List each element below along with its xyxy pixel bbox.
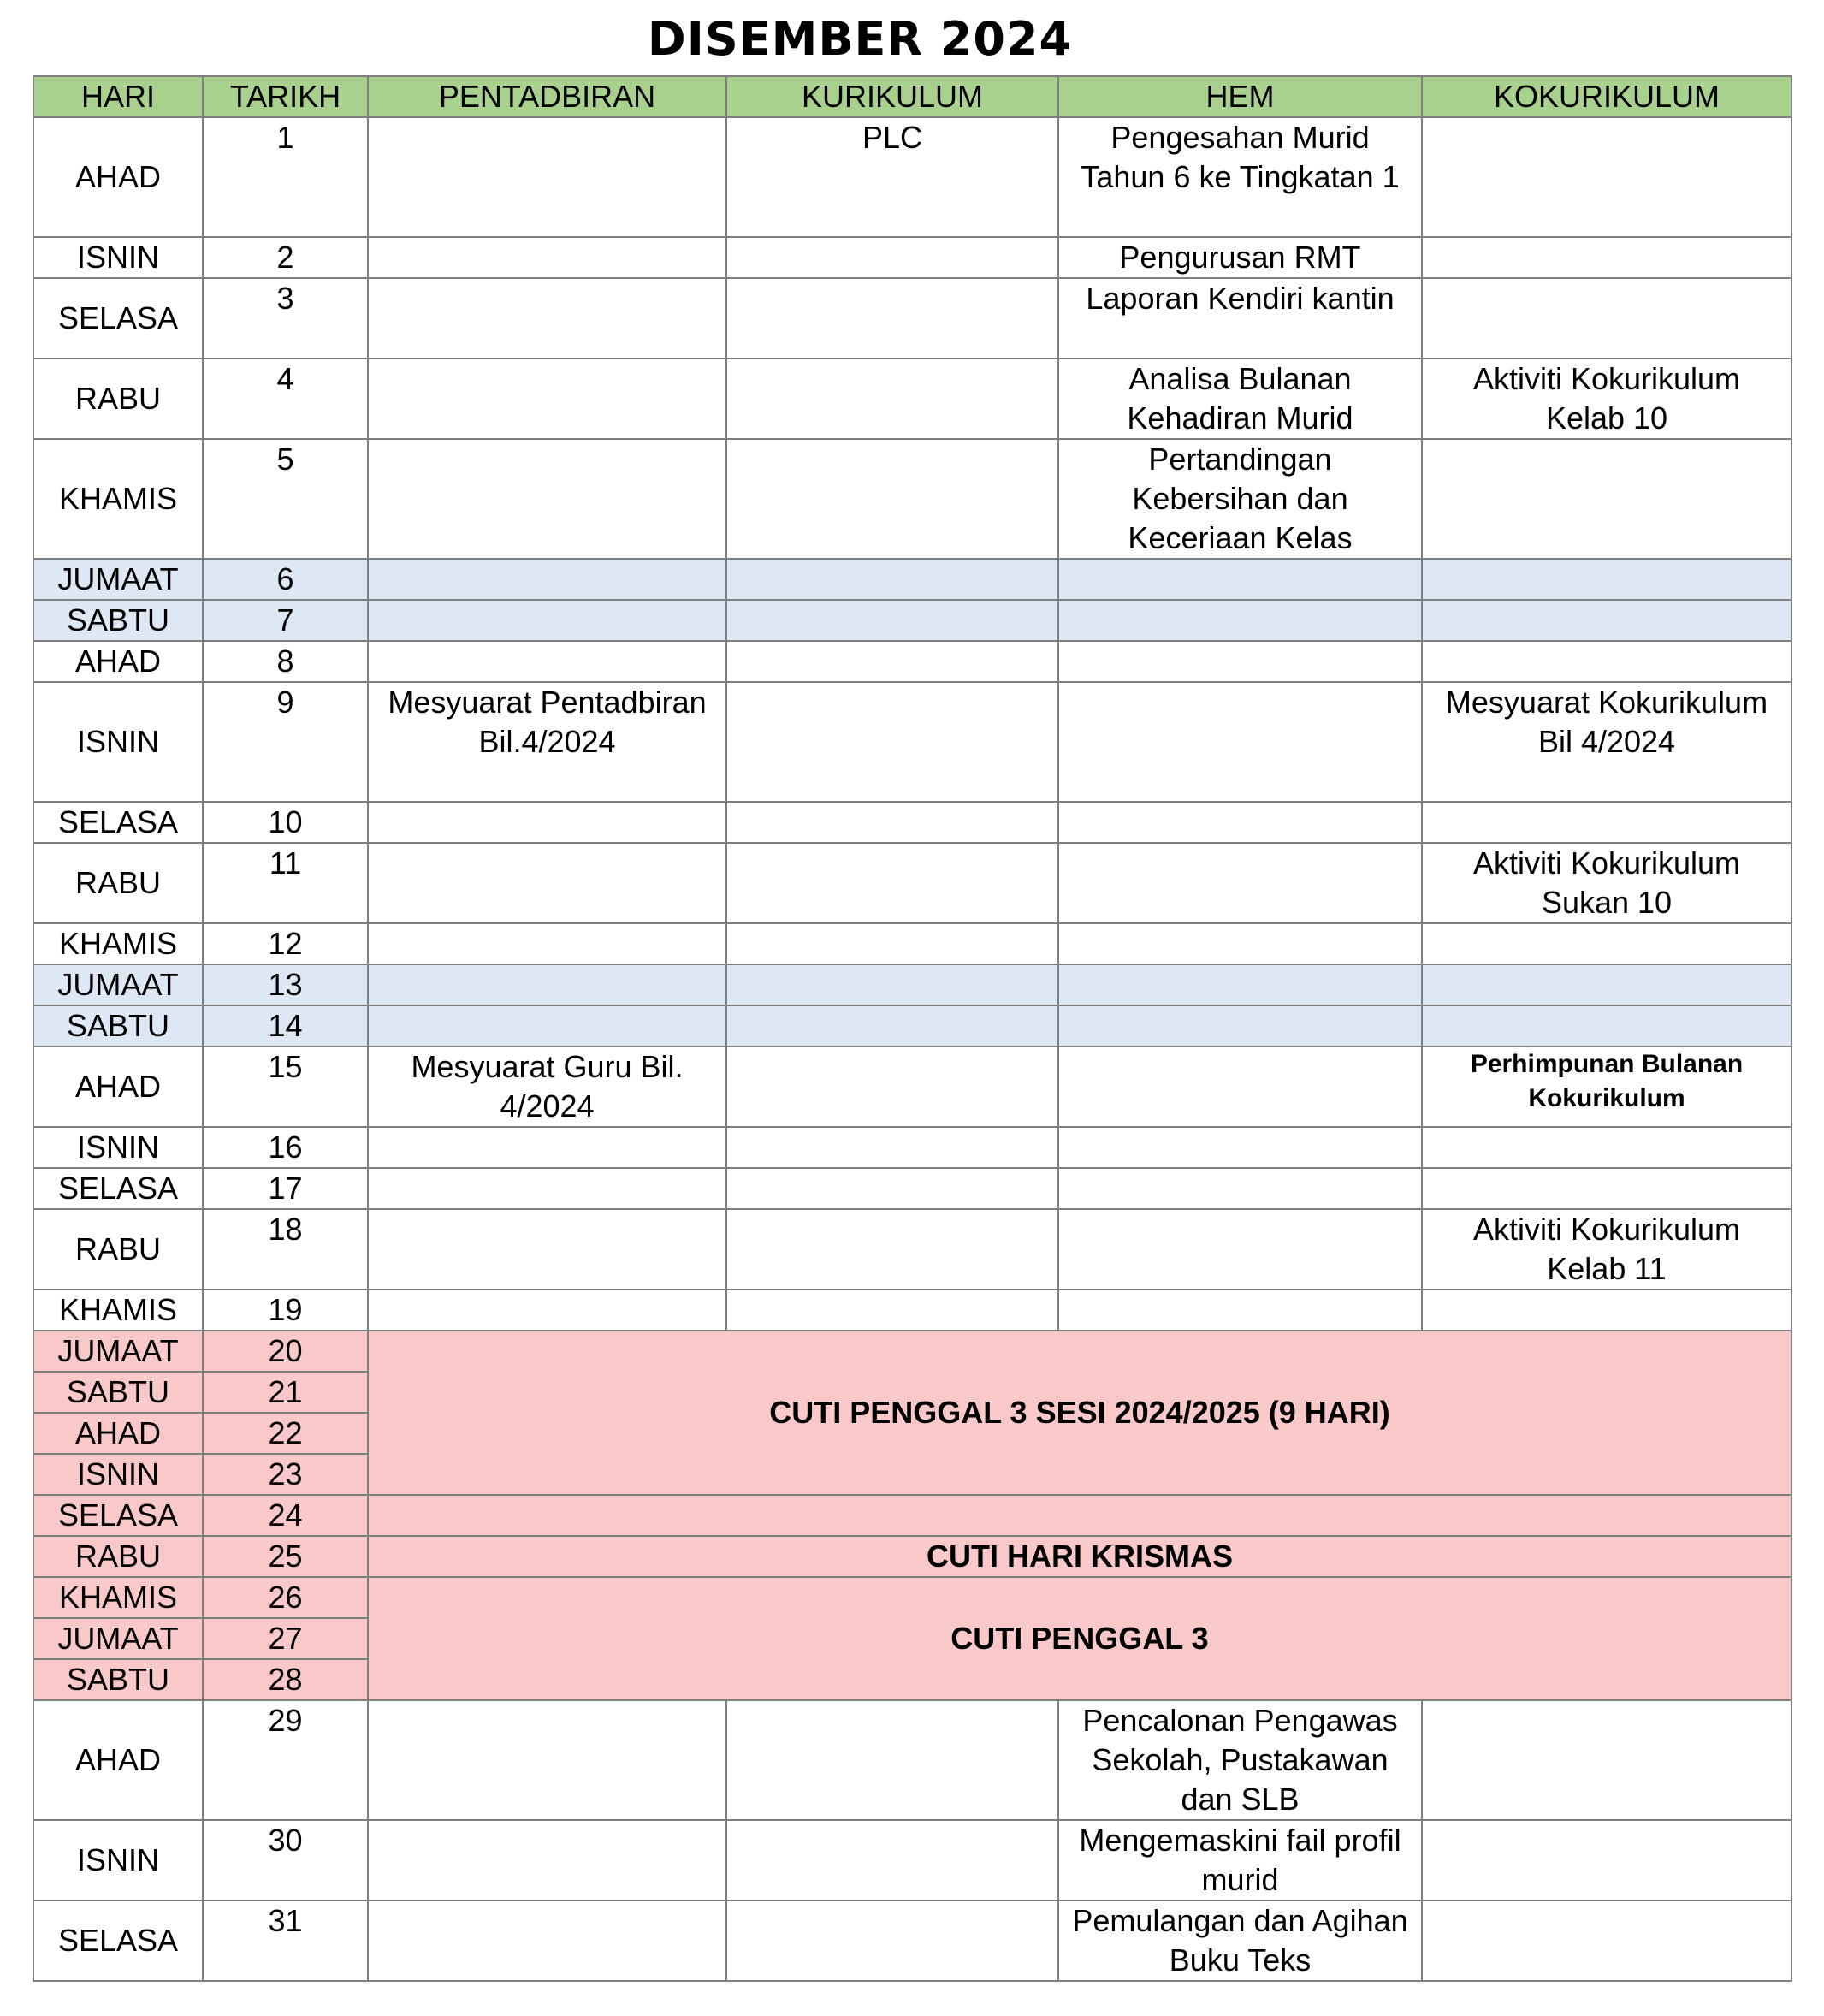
tarikh-cell: 4 — [203, 359, 368, 439]
pentadbiran-cell — [368, 843, 726, 923]
table-row — [33, 1900, 1791, 1981]
page-title: DISEMBER 2024 — [647, 12, 1073, 66]
kokurikulum-cell — [1422, 964, 1791, 1005]
tarikh-cell: 31 — [203, 1900, 368, 1981]
hem-cell — [1058, 1168, 1422, 1209]
pentadbiran-cell — [368, 1700, 726, 1820]
hari-cell: JUMAAT — [33, 559, 203, 600]
kurikulum-cell — [726, 359, 1058, 439]
hem-cell — [1058, 1290, 1422, 1331]
tarikh-cell: 2 — [203, 237, 368, 278]
hem-cell: Pencalonan Pengawas Sekolah, Pustakawan dan SLB — [1058, 1700, 1422, 1820]
pentadbiran-cell — [368, 359, 726, 439]
header-kokurikulum: KOKURIKULUM — [1422, 76, 1791, 117]
pentadbiran-cell — [368, 923, 726, 964]
tarikh-cell: 24 — [203, 1495, 368, 1536]
table-row — [33, 682, 1791, 802]
hem-cell — [1058, 1209, 1422, 1290]
tarikh-cell: 12 — [203, 923, 368, 964]
hem-cell — [1058, 1047, 1422, 1127]
hari-cell: KHAMIS — [33, 1577, 203, 1618]
kokurikulum-cell — [1422, 117, 1791, 237]
tarikh-cell: 18 — [203, 1209, 368, 1290]
kurikulum-cell — [726, 1700, 1058, 1820]
hari-cell: KHAMIS — [33, 1290, 203, 1331]
header-hem: HEM — [1058, 76, 1422, 117]
holiday-cuti-penggal-sesi: CUTI PENGGAL 3 SESI 2024/2025 (9 HARI) — [368, 1331, 1791, 1495]
pentadbiran-cell — [368, 1168, 726, 1209]
table-row — [33, 559, 1791, 600]
kokurikulum-cell: Perhimpunan Bulanan Kokurikulum — [1422, 1047, 1791, 1127]
holiday-cuti-penggal: CUTI PENGGAL 3 — [368, 1577, 1791, 1700]
table-row — [33, 1168, 1791, 1209]
pentadbiran-cell — [368, 117, 726, 237]
hari-cell: RABU — [33, 1209, 203, 1290]
table-row — [33, 237, 1791, 278]
kokurikulum-cell — [1422, 641, 1791, 682]
header-pentadbiran: PENTADBIRAN — [368, 76, 726, 117]
hari-cell: SELASA — [33, 802, 203, 843]
tarikh-cell: 29 — [203, 1700, 368, 1820]
hem-cell — [1058, 923, 1422, 964]
kokurikulum-cell — [1422, 1290, 1791, 1331]
kurikulum-cell — [726, 1047, 1058, 1127]
kokurikulum-cell — [1422, 237, 1791, 278]
hari-cell: ISNIN — [33, 1127, 203, 1168]
tarikh-cell: 8 — [203, 641, 368, 682]
tarikh-cell: 10 — [203, 802, 368, 843]
tarikh-cell: 1 — [203, 117, 368, 237]
table-row — [33, 964, 1791, 1005]
hem-cell: Mengemaskini fail profil murid — [1058, 1820, 1422, 1900]
hari-cell: SELASA — [33, 1495, 203, 1536]
tarikh-cell: 21 — [203, 1372, 368, 1413]
pentadbiran-cell — [368, 237, 726, 278]
pentadbiran-cell — [368, 559, 726, 600]
hem-cell — [1058, 843, 1422, 923]
pentadbiran-cell — [368, 278, 726, 359]
hari-cell: SELASA — [33, 1168, 203, 1209]
kurikulum-cell — [726, 1290, 1058, 1331]
table-row — [33, 439, 1791, 559]
pentadbiran-cell — [368, 600, 726, 641]
kurikulum-cell — [726, 923, 1058, 964]
kurikulum-cell — [726, 1168, 1058, 1209]
hem-cell: Pertandingan Kebersihan dan Keceriaan Kelas — [1058, 439, 1422, 559]
kurikulum-cell — [726, 278, 1058, 359]
pentadbiran-cell: Mesyuarat Pentadbiran Bil.4/2024 — [368, 682, 726, 802]
kurikulum-cell — [726, 1209, 1058, 1290]
kurikulum-cell — [726, 1005, 1058, 1047]
hari-cell: SELASA — [33, 278, 203, 359]
hari-cell: RABU — [33, 1536, 203, 1577]
kokurikulum-cell — [1422, 1900, 1791, 1981]
kokurikulum-cell: Aktiviti Kokurikulum Kelab 11 — [1422, 1209, 1791, 1290]
tarikh-cell: 28 — [203, 1659, 368, 1700]
tarikh-cell: 3 — [203, 278, 368, 359]
hari-cell: KHAMIS — [33, 439, 203, 559]
tarikh-cell: 27 — [203, 1618, 368, 1659]
kokurikulum-cell: Mesyuarat Kokurikulum Bil 4/2024 — [1422, 682, 1791, 802]
kurikulum-cell — [726, 600, 1058, 641]
hari-cell: RABU — [33, 843, 203, 923]
table-row — [33, 1700, 1791, 1820]
kokurikulum-cell — [1422, 802, 1791, 843]
hari-cell: AHAD — [33, 117, 203, 237]
holiday-cuti-krismas: CUTI HARI KRISMAS — [368, 1536, 1791, 1577]
hem-cell — [1058, 1005, 1422, 1047]
table-row — [33, 1495, 1791, 1536]
tarikh-cell: 5 — [203, 439, 368, 559]
hem-cell — [1058, 600, 1422, 641]
header-tarikh: TARIKH — [203, 76, 368, 117]
table-row — [33, 1005, 1791, 1047]
table-row — [33, 641, 1791, 682]
calendar-table — [33, 75, 1792, 1982]
table-row — [33, 278, 1791, 359]
kokurikulum-cell — [1422, 1005, 1791, 1047]
pentadbiran-cell — [368, 802, 726, 843]
hem-cell: Pemulangan dan Agihan Buku Teks — [1058, 1900, 1422, 1981]
hari-cell: AHAD — [33, 1700, 203, 1820]
hem-cell — [1058, 641, 1422, 682]
kurikulum-cell — [726, 237, 1058, 278]
kurikulum-cell — [726, 1820, 1058, 1900]
header-row — [33, 76, 1791, 117]
header-hari: HARI — [33, 76, 203, 117]
kurikulum-cell — [726, 1127, 1058, 1168]
hem-cell: Analisa Bulanan Kehadiran Murid — [1058, 359, 1422, 439]
kokurikulum-cell: Aktiviti Kokurikulum Sukan 10 — [1422, 843, 1791, 923]
pentadbiran-cell — [368, 439, 726, 559]
kokurikulum-cell — [1422, 1127, 1791, 1168]
tarikh-cell: 7 — [203, 600, 368, 641]
tarikh-cell: 11 — [203, 843, 368, 923]
table-row — [33, 1577, 1791, 1618]
tarikh-cell: 17 — [203, 1168, 368, 1209]
hem-cell: Pengurusan RMT — [1058, 237, 1422, 278]
table-row — [33, 1127, 1791, 1168]
hari-cell: SABTU — [33, 1372, 203, 1413]
kurikulum-cell — [726, 439, 1058, 559]
kokurikulum-cell — [1422, 1820, 1791, 1900]
hari-cell: SELASA — [33, 1900, 203, 1981]
table-row — [33, 1331, 1791, 1372]
hem-cell: Pengesahan Murid Tahun 6 ke Tingkatan 1 — [1058, 117, 1422, 237]
kokurikulum-cell — [1422, 439, 1791, 559]
table-row — [33, 1820, 1791, 1900]
table-row — [33, 843, 1791, 923]
pentadbiran-cell — [368, 1900, 726, 1981]
hari-cell: ISNIN — [33, 1820, 203, 1900]
table-row — [33, 1536, 1791, 1577]
kurikulum-cell — [726, 559, 1058, 600]
table-row — [33, 1290, 1791, 1331]
kokurikulum-cell: Aktiviti Kokurikulum Kelab 10 — [1422, 359, 1791, 439]
tarikh-cell: 26 — [203, 1577, 368, 1618]
hari-cell: AHAD — [33, 641, 203, 682]
tarikh-cell: 9 — [203, 682, 368, 802]
kokurikulum-cell — [1422, 1168, 1791, 1209]
table-row — [33, 923, 1791, 964]
kurikulum-cell — [726, 641, 1058, 682]
kurikulum-cell: PLC — [726, 117, 1058, 237]
hari-cell: AHAD — [33, 1047, 203, 1127]
hari-cell: SABTU — [33, 600, 203, 641]
tarikh-cell: 20 — [203, 1331, 368, 1372]
hem-cell — [1058, 964, 1422, 1005]
hari-cell: AHAD — [33, 1413, 203, 1454]
tarikh-cell: 14 — [203, 1005, 368, 1047]
kokurikulum-cell — [1422, 1700, 1791, 1820]
kurikulum-cell — [726, 682, 1058, 802]
hari-cell: KHAMIS — [33, 923, 203, 964]
hari-cell: SABTU — [33, 1005, 203, 1047]
hari-cell: JUMAAT — [33, 1618, 203, 1659]
header-kurikulum: KURIKULUM — [726, 76, 1058, 117]
tarikh-cell: 22 — [203, 1413, 368, 1454]
table-row — [33, 802, 1791, 843]
kurikulum-cell — [726, 964, 1058, 1005]
pentadbiran-cell — [368, 1820, 726, 1900]
kurikulum-cell — [726, 1900, 1058, 1981]
kokurikulum-cell — [1422, 600, 1791, 641]
kokurikulum-cell — [1422, 559, 1791, 600]
pentadbiran-cell — [368, 964, 726, 1005]
pentadbiran-cell — [368, 641, 726, 682]
hari-cell: RABU — [33, 359, 203, 439]
hari-cell: JUMAAT — [33, 1331, 203, 1372]
tarikh-cell: 16 — [203, 1127, 368, 1168]
hem-cell — [1058, 559, 1422, 600]
kokurikulum-cell — [1422, 923, 1791, 964]
hem-cell: Laporan Kendiri kantin — [1058, 278, 1422, 359]
kokurikulum-cell — [1422, 278, 1791, 359]
kurikulum-cell — [726, 843, 1058, 923]
hari-cell: SABTU — [33, 1659, 203, 1700]
pentadbiran-cell — [368, 1209, 726, 1290]
kurikulum-cell — [726, 802, 1058, 843]
table-row — [33, 600, 1791, 641]
hari-cell: ISNIN — [33, 682, 203, 802]
hari-cell: ISNIN — [33, 1454, 203, 1495]
hem-cell — [1058, 682, 1422, 802]
pentadbiran-cell: Mesyuarat Guru Bil. 4/2024 — [368, 1047, 726, 1127]
hari-cell: JUMAAT — [33, 964, 203, 1005]
hem-cell — [1058, 802, 1422, 843]
tarikh-cell: 13 — [203, 964, 368, 1005]
table-row — [33, 1209, 1791, 1290]
tarikh-cell: 30 — [203, 1820, 368, 1900]
holiday-blank-cell — [368, 1495, 1791, 1536]
pentadbiran-cell — [368, 1127, 726, 1168]
table-row — [33, 1047, 1791, 1127]
tarikh-cell: 19 — [203, 1290, 368, 1331]
pentadbiran-cell — [368, 1005, 726, 1047]
pentadbiran-cell — [368, 1290, 726, 1331]
hari-cell: ISNIN — [33, 237, 203, 278]
tarikh-cell: 23 — [203, 1454, 368, 1495]
table-row — [33, 117, 1791, 237]
hem-cell — [1058, 1127, 1422, 1168]
tarikh-cell: 25 — [203, 1536, 368, 1577]
table-row — [33, 359, 1791, 439]
tarikh-cell: 15 — [203, 1047, 368, 1127]
tarikh-cell: 6 — [203, 559, 368, 600]
